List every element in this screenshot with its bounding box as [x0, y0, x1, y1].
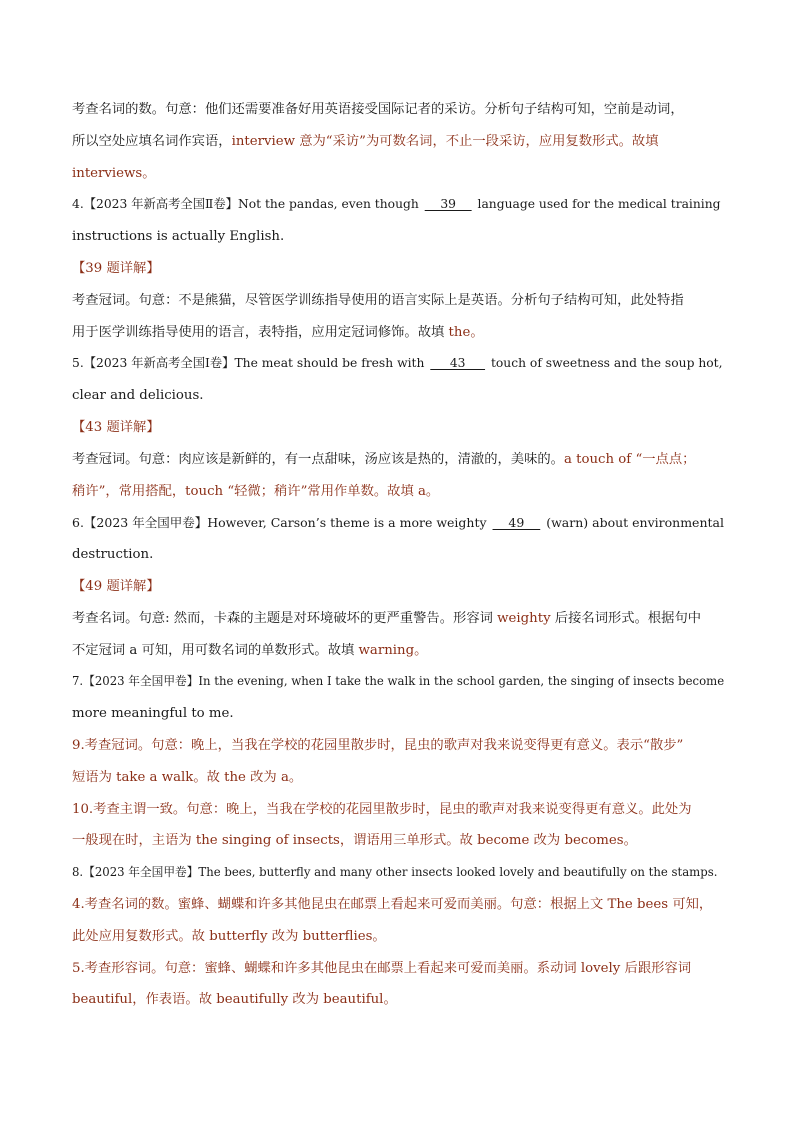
question-6-line-1	[72, 507, 728, 539]
line-19-part-1: 7.【2023 年全国甲卷】In the evening, when I take the walk in the school garden, the singing of insects become	[72, 674, 725, 689]
line-4-part-1: 4.【2023 年新高考全国Ⅱ卷】Not the pandas, even though	[72, 197, 423, 212]
text-line-13	[72, 476, 728, 508]
text-line-3	[72, 158, 728, 190]
text-line-23	[72, 794, 728, 826]
text-line-8	[72, 317, 728, 349]
text-line-26	[72, 889, 728, 921]
text-line-28	[72, 953, 728, 985]
line-18-part-2: warning。	[358, 642, 428, 658]
line-17-part-1: 考查名词。句意: 然而，卡森的主题是对环境破坏的更严重警告。形容词	[72, 610, 498, 626]
line-11-part-1: 【43 题详解】	[72, 419, 160, 435]
blank-39: 39	[424, 197, 472, 212]
text-line-27	[72, 921, 728, 953]
line-26-part-1: 4.考查名词的数。蜜蜂、蝴蝶和许多其他昆虫在邮票上看起来可爱而美丽。句意：根据上文 The bees 可知，	[72, 896, 713, 912]
line-17-part-2: weighty	[497, 610, 551, 626]
line-3-part-1: interviews。	[72, 165, 156, 181]
line-21-part-1: 9.考查冠词。句意：晚上，当我在学校的花园里散步时，昆虫的歌声对我来说变得更有意义。表示“散步”	[72, 737, 684, 753]
question-7-line-2	[72, 698, 728, 730]
question-4-line-1	[72, 189, 728, 221]
line-8-part-1: 用于医学训练指导使用的语言，表特指，应用定冠词修饰。故填	[72, 324, 449, 340]
question-8-line-1	[72, 857, 728, 889]
line-4-part-3: language used for the medical training	[473, 197, 721, 212]
line-13-part-1: 稍许”，常用搭配，touch “轻微；稍许”常用作单数。故填 a。	[72, 483, 440, 499]
line-9-part-3: touch of sweetness and the soup hot,	[487, 356, 723, 371]
line-2-part-2: interview 意为“采访”为可数名词，不止一段采访，应用复数形式。故填	[231, 133, 659, 149]
line-5-part-1: instructions is actually English.	[72, 229, 285, 245]
line-8-part-2: the。	[448, 324, 484, 340]
text-line-2	[72, 126, 728, 158]
line-18-part-1: 不定冠词 a 可知，用可数名词的单数形式。故填	[72, 642, 359, 658]
line-15-part-1: destruction.	[72, 547, 154, 563]
question-5-line-2	[72, 380, 728, 412]
line-14-part-1: 6.【2023 年全国甲卷】However, Carson’s theme is a more weighty	[72, 515, 491, 531]
question-4-line-2	[72, 221, 728, 253]
question-6-line-2	[72, 539, 728, 571]
text-line-21	[72, 730, 728, 762]
text-line-12	[72, 444, 728, 476]
text-line-17	[72, 603, 728, 635]
document-page	[72, 94, 728, 1016]
line-24-part-1: 一般现在时，主语为 the singing of insects，谓语用三单形式。故 become 改为 becomes。	[72, 833, 637, 849]
line-12-part-1: 考查冠词。句意：肉应该是新鲜的，有一点甜味，汤应该是热的，清澈的，美味的。	[72, 451, 564, 467]
answer-heading-49	[72, 571, 728, 603]
answer-heading-39	[72, 253, 728, 285]
question-5-line-1	[72, 348, 728, 380]
line-14-part-3: (warn) about environmental	[542, 515, 724, 531]
line-17-part-3: 后接名词形式。根据句中	[550, 610, 702, 626]
text-line-1	[72, 94, 728, 126]
blank-49: 49	[492, 515, 541, 531]
line-20-part-1: more meaningful to me.	[72, 706, 234, 722]
line-25-part-1: 8.【2023 年全国甲卷】The bees, butterfly and many other insects looked lovely and beautifully on the stamps.	[72, 865, 718, 880]
line-29-part-1: beautiful，作表语。故 beautifully 改为 beautiful。	[72, 992, 397, 1008]
text-line-18	[72, 635, 728, 667]
line-6-part-1: 【39 题详解】	[72, 260, 160, 276]
text-line-7	[72, 285, 728, 317]
line-27-part-1: 此处应用复数形式。故 butterfly 改为 butterflies。	[72, 928, 386, 944]
blank-43: 43	[430, 356, 486, 371]
line-16-part-1: 【49 题详解】	[72, 578, 160, 594]
text-line-24	[72, 825, 728, 857]
line-2-part-1: 所以空处应填名词作宾语，	[72, 133, 232, 149]
question-7-line-1	[72, 666, 728, 698]
line-12-part-2: a touch of “一点点；	[563, 451, 696, 467]
line-7-part-1: 考查冠词。句意：不是熊猫，尽管医学训练指导使用的语言实际上是英语。分析句子结构可知，此处特指	[72, 292, 684, 308]
text-line-22	[72, 762, 728, 794]
line-23-part-1: 10.考查主谓一致。句意：晚上，当我在学校的花园里散步时，昆虫的歌声对我来说变得更有意义。此处为	[72, 801, 692, 817]
line-9-part-1: 5.【2023 年新高考全国Ⅰ卷】The meat should be fresh with	[72, 356, 429, 371]
text-line-29	[72, 984, 728, 1016]
line-28-part-1: 5.考查形容词。句意：蜜蜂、蝴蝶和许多其他昆虫在邮票上看起来可爱而美丽。系动词 lovely 后跟形容词	[72, 960, 692, 976]
line-22-part-1: 短语为 take a walk。故 the 改为 a。	[72, 769, 303, 785]
answer-heading-43	[72, 412, 728, 444]
line-10-part-1: clear and delicious.	[72, 388, 204, 404]
line-1-part-1: 考查名词的数。句意：他们还需要准备好用英语接受国际记者的采访。分析句子结构可知，空前是动词，	[72, 102, 684, 117]
